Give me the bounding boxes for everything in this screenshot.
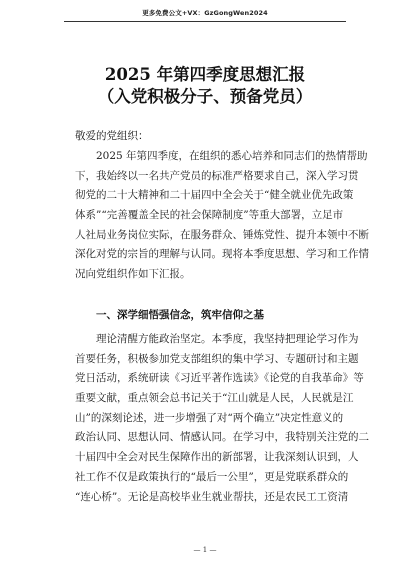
title-line-1: 2025 年第四季度思想汇报: [104, 65, 306, 84]
paragraph-line: 况向党组织作如下汇报。: [75, 268, 191, 281]
paragraph-line: 体系”“完善覆盖全民的社会保障制度”等重大部署，立足市: [75, 209, 344, 222]
paragraph-line: 重要文献，重点领会总书记关于“江山就是人民，人民就是江: [75, 392, 354, 405]
paragraph-line: 深化对党的宗旨的理解与认同。现将本季度思想、学习和工作情: [75, 248, 369, 261]
paragraph-line: 彻党的二十大精神和二十届四中全会关于“健全就业优先政策: [75, 189, 354, 202]
paragraph-line: 社工作不仅是政策执行的“最后一公里”，更是党联系群众的: [75, 470, 349, 483]
page-number: — 1 —: [193, 546, 217, 554]
paragraph-line: 人社局业务岗位实际，在服务群众、锤炼党性、提升本领中不断: [75, 228, 369, 241]
paragraph-line: 首要任务，积极参加党支部组织的集中学习、专题研讨和主题: [75, 352, 359, 365]
paragraph-section-1: [75, 330, 369, 507]
salutation: 敬爱的党组织：: [75, 130, 149, 142]
paragraph-line: “连心桥”。无论是高校毕业生就业帮扶，还是农民工工资清: [75, 490, 349, 503]
paragraph-line: 下，我始终以一名共产党员的标准严格要求自己，深入学习贯: [75, 169, 359, 182]
paragraph-line: 十届四中全会对民生保障作出的新部署，让我深刻认识到，人: [75, 451, 359, 464]
document-title: [0, 64, 410, 108]
paragraph-line: 2025 年第四季度，在组织的悉心培养和同志们的热情帮助: [96, 150, 368, 162]
title-line-2: （入党积极分子、预备党员）: [97, 87, 313, 106]
section-heading: 一、深学细悟强信念，筑牢信仰之基: [96, 309, 264, 321]
paragraph-line: 党日活动，系统研读《习近平著作选读》《论党的自我革命》等: [75, 372, 364, 385]
paragraph-line: 理论清醒方能政治坚定。本季度，我坚持把理论学习作为: [96, 333, 359, 345]
paragraph-line: 山”的深刻论述，进一步增强了对“两个确立”决定性意义的: [75, 411, 344, 424]
header-note: 更多免费公文+VX：GzGongWen2024: [142, 9, 268, 17]
paragraph-line: 政治认同、思想认同、情感认同。在学习中，我特别关注党的二: [75, 431, 369, 444]
paragraph-intro: [75, 147, 369, 285]
header-divider: [64, 21, 346, 22]
